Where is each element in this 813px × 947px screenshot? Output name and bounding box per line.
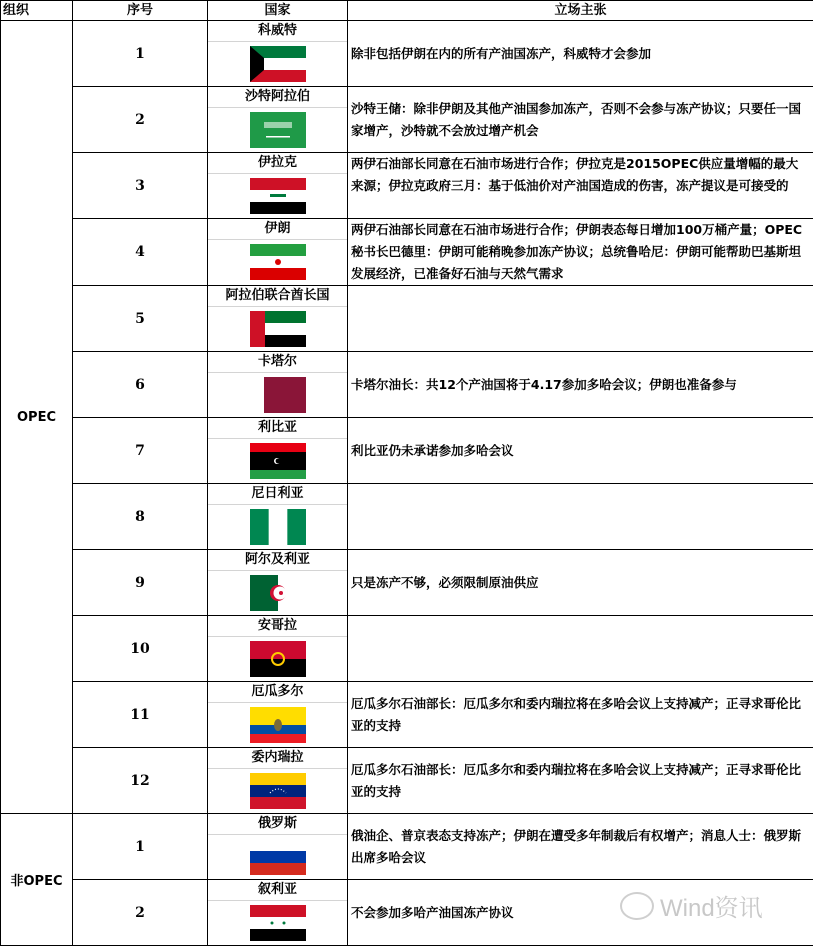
country-cell — [208, 550, 348, 616]
country-name: 尼日利亚 — [208, 484, 347, 505]
stance-cell: 利比亚仍未承诺参加多哈会议 — [348, 418, 813, 484]
country-cell — [208, 418, 348, 484]
nigeria-flag-icon — [250, 509, 306, 545]
table-row — [1, 682, 813, 748]
country-cell — [208, 814, 348, 880]
row-number: 6 — [73, 352, 208, 418]
row-number: 12 — [73, 748, 208, 814]
country-cell — [208, 616, 348, 682]
country-cell — [208, 286, 348, 352]
row-number: 7 — [73, 418, 208, 484]
country-cell — [208, 352, 348, 418]
uae-flag-icon — [250, 311, 306, 347]
table-row — [1, 484, 813, 550]
row-number: 10 — [73, 616, 208, 682]
country-cell — [208, 880, 348, 946]
table-row — [1, 418, 813, 484]
qatar-flag-icon — [250, 377, 306, 413]
country-name: 卡塔尔 — [208, 352, 347, 373]
country-name: 科威特 — [208, 21, 347, 42]
row-number: 1 — [73, 814, 208, 880]
ecuador-flag-icon — [250, 707, 306, 743]
table-row — [1, 616, 813, 682]
table-row — [1, 814, 813, 880]
stance-cell: 不会参加多哈产油国冻产协议 — [348, 880, 813, 946]
country-name: 阿尔及利亚 — [208, 550, 347, 571]
stance-cell — [348, 484, 813, 550]
org-label: OPEC — [17, 409, 56, 425]
table-row — [1, 748, 813, 814]
row-number: 2 — [73, 87, 208, 153]
stance-cell — [348, 616, 813, 682]
kuwait-flag-icon — [250, 46, 306, 82]
country-name: 安哥拉 — [208, 616, 347, 637]
header-stance: 立场主张 — [348, 1, 813, 21]
header-country: 国家 — [208, 1, 348, 21]
wechat-icon — [620, 892, 654, 920]
stance-cell: 厄瓜多尔石油部长：厄瓜多尔和委内瑞拉将在多哈会议上支持减产；正寻求哥伦比亚的支持 — [348, 748, 813, 814]
org-cell — [1, 21, 73, 814]
venezuela-flag-icon — [250, 773, 306, 809]
row-number: 3 — [73, 153, 208, 219]
table-row — [1, 153, 813, 219]
row-number: 11 — [73, 682, 208, 748]
header-num: 序号 — [73, 1, 208, 21]
stance-cell: 除非包括伊朗在内的所有产油国冻产，科威特才会参加 — [348, 21, 813, 87]
country-cell — [208, 748, 348, 814]
stance-cell: 俄油企、普京表态支持冻产；伊朗在遭受多年制裁后有权增产；消息人士：俄罗斯出席多哈会议 — [348, 814, 813, 880]
stance-cell: 卡塔尔油长：共12个产油国将于4.17参加多哈会议；伊朗也准备参与 — [348, 352, 813, 418]
iran-flag-icon — [250, 244, 306, 280]
stance-cell: 两伊石油部长同意在石油市场进行合作；伊朗表态每日增加100万桶产量；OPEC秘书长巴德里：伊朗可能稍晚参加冻产协议；总统鲁哈尼：伊朗可能帮助巴基斯坦发展经济，已准备好石油与天然气需求 — [348, 219, 813, 286]
header-org: 组织 — [1, 1, 73, 21]
country-name: 伊朗 — [208, 219, 347, 240]
org-cell — [1, 814, 73, 946]
country-name: 厄瓜多尔 — [208, 682, 347, 703]
stance-cell: 厄瓜多尔石油部长：厄瓜多尔和委内瑞拉将在多哈会议上支持减产；正寻求哥伦比亚的支持 — [348, 682, 813, 748]
table-header-row — [1, 1, 813, 21]
row-number: 2 — [73, 880, 208, 946]
country-name: 沙特阿拉伯 — [208, 87, 347, 108]
watermark-text: Wind资讯 — [660, 895, 763, 922]
table-row — [1, 286, 813, 352]
country-cell — [208, 153, 348, 219]
table-row — [1, 87, 813, 153]
country-name: 利比亚 — [208, 418, 347, 439]
country-cell — [208, 219, 348, 286]
saudi-arabia-flag-icon — [250, 112, 306, 148]
angola-flag-icon — [250, 641, 306, 677]
table-row — [1, 219, 813, 286]
country-name: 委内瑞拉 — [208, 748, 347, 769]
libya-flag-icon — [250, 443, 306, 479]
stance-cell: 只是冻产不够，必须限制原油供应 — [348, 550, 813, 616]
country-name: 俄罗斯 — [208, 814, 347, 835]
row-number: 8 — [73, 484, 208, 550]
country-cell — [208, 87, 348, 153]
syria-flag-icon — [250, 905, 306, 941]
stance-cell: 沙特王储：除非伊朗及其他产油国参加冻产，否则不会参与冻产协议；只要任一国家增产，沙特就不会放过增产机会 — [348, 87, 813, 153]
russia-flag-icon — [250, 839, 306, 875]
table-row — [1, 550, 813, 616]
country-name: 叙利亚 — [208, 880, 347, 901]
table-row — [1, 21, 813, 87]
algeria-flag-icon — [250, 575, 306, 611]
country-name: 伊拉克 — [208, 153, 347, 174]
stance-cell: 两伊石油部长同意在石油市场进行合作；伊拉克是2015OPEC供应量增幅的最大来源；伊拉克政府三月：基于低油价对产油国造成的伤害，冻产提议是可接受的 — [348, 153, 813, 219]
org-label: 非OPEC — [10, 874, 63, 889]
country-cell — [208, 484, 348, 550]
row-number: 5 — [73, 286, 208, 352]
row-number: 9 — [73, 550, 208, 616]
country-cell — [208, 21, 348, 87]
country-name: 阿拉伯联合酋长国 — [208, 286, 347, 307]
row-number: 4 — [73, 219, 208, 286]
iraq-flag-icon — [250, 178, 306, 214]
row-number: 1 — [73, 21, 208, 87]
stance-cell — [348, 286, 813, 352]
wind-watermark — [620, 888, 763, 923]
table-row — [1, 352, 813, 418]
country-cell — [208, 682, 348, 748]
